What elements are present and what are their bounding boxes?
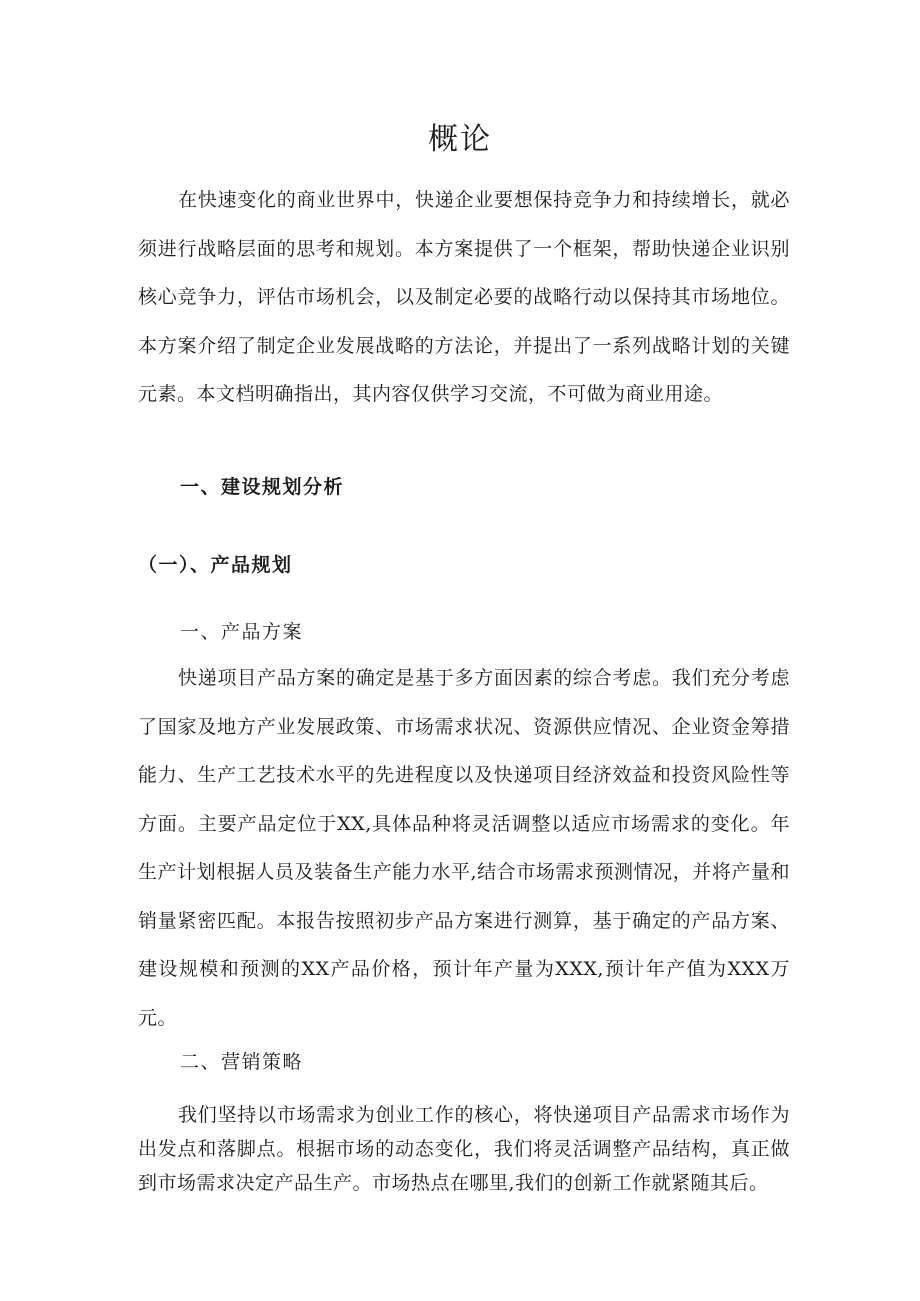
marketing-paragraph: 我们坚持以市场需求为创业工作的核心，将快递项目产品需求市场作为出发点和落脚点。根据市场的动态变化，我们将灵活调整产品结构，真正做到市场需求决定产品生产。市场热点在哪里,我们的创新工作就紧随其后。: [138, 1104, 790, 1194]
product-plan-paragraph: 快递项目产品方案的确定是基于多方面因素的综合考虑。我们充分考虑了国家及地方产业发展政策、市场需求状况、资源供应情况、企业资金筹措能力、生产工艺技术水平的先进程度以及快递项目经济效益和投资风险性等方面。主要产品定位于XX,具体品种将灵活调整以适应市场需求的变化。年生产计划根据人员及装备生产能力水平,结合市场需求预测情况，并将产量和销量紧密匹配。本报告按照初步产品方案进行测算，基于确定的产品方案、建设规模和预测的XX产品价格，预计年产量为XXX,预计年产值为XXX万元。: [138, 667, 790, 1029]
document-title: 概论: [428, 122, 492, 157]
section-heading: 一、建设规划分析: [180, 476, 345, 498]
subsection-heading: （一）、产品规划: [138, 554, 293, 576]
intro-paragraph: 在快速变化的商业世界中，快递企业要想保持竞争力和持续增长，就必须进行战略层面的思考和规划。本方案提供了一个框架，帮助快递企业识别核心竞争力，评估市场机会，以及制定必要的战略行动以保持其市场地位。本方案介绍了制定企业发展战略的方法论，并提出了一系列战略计划的关键元素。本文档明确指出，其内容仅供学习交流，不可做为商业用途。: [138, 189, 790, 405]
item-heading-marketing: 二、营销策略: [180, 1051, 304, 1073]
item-heading-product-plan: 一、产品方案: [180, 621, 304, 643]
